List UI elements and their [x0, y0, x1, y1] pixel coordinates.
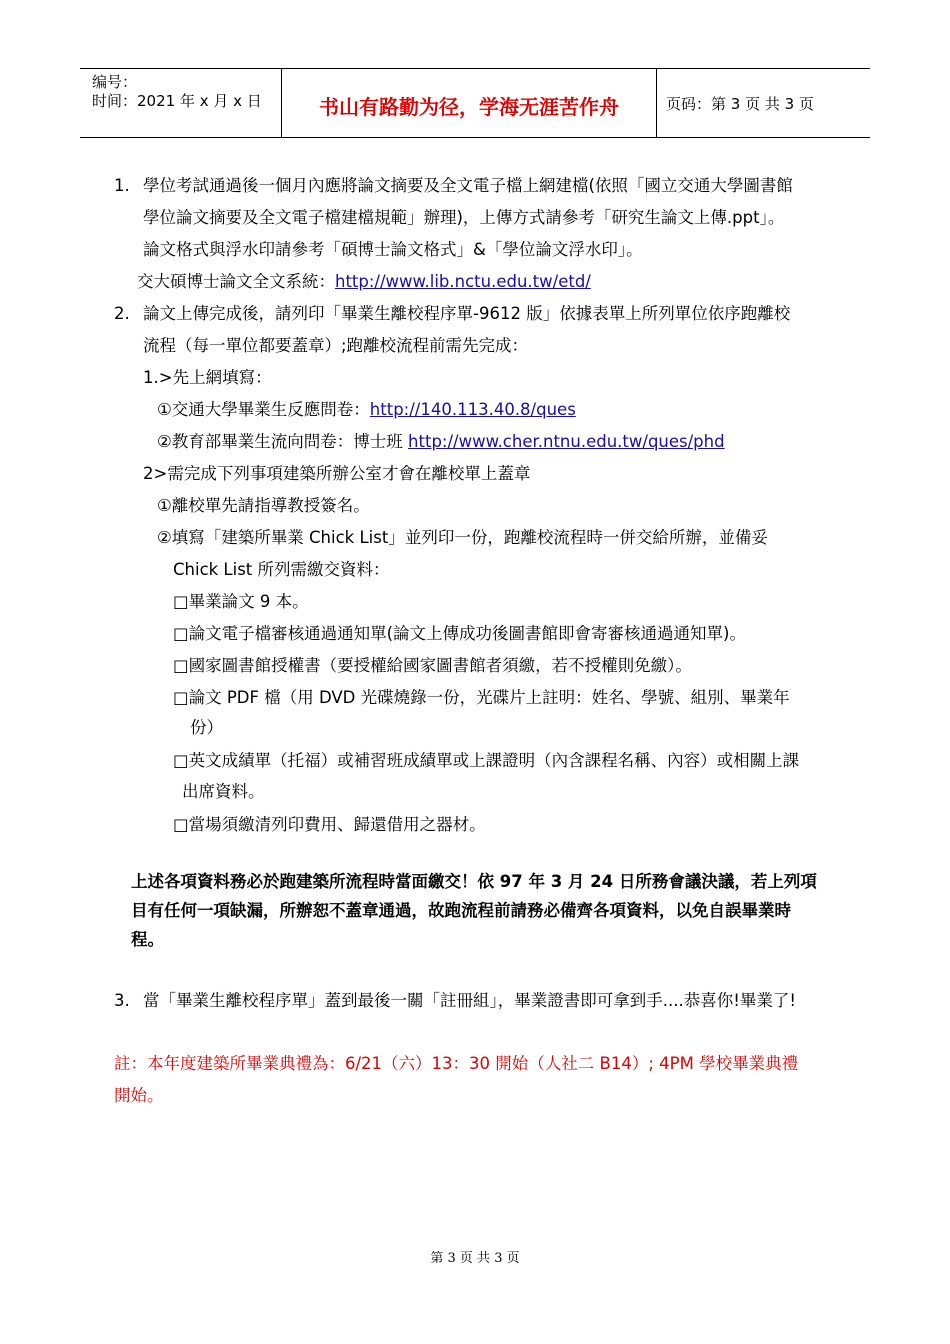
checklist-item: □當場須繳清列印費用、歸還借用之器材。 — [173, 815, 486, 834]
checklist-item-cont: 份） — [190, 718, 223, 737]
item-number: 3. — [114, 991, 130, 1010]
survey-label: ②教育部畢業生流向問卷：博士班 — [157, 432, 409, 451]
checklist-item: □論文電子檔審核通過通知單(論文上傳成功後圖書館即會寄審核通過通知單)。 — [173, 624, 746, 643]
item1-line: 論文格式與浮水印請參考「碩博士論文格式」&「學位論文浮水印」。 — [143, 240, 643, 259]
checklist-item: □畢業論文 9 本。 — [173, 592, 309, 611]
header-motto: 书山有路勤为径，学海无涯苦作舟 — [319, 95, 619, 119]
note-line: 註：本年度建築所畢業典禮為：6/21（六）13：30 開始（人社二 B14）; 4PM 學校畢業典禮 — [114, 1054, 799, 1073]
header-left — [92, 73, 262, 111]
checklist-item-cont: 出席資料。 — [182, 782, 265, 801]
warning-line: 目有任何一項缺漏，所辦恕不蓋章通過，故跑流程前請務必備齊各項資料，以免自誤畢業時 — [131, 901, 791, 920]
checklist-item: □國家圖書館授權書（要授權給國家圖書館者須繳，若不授權則免繳）。 — [173, 656, 692, 675]
survey-line — [157, 399, 576, 421]
survey-label: ①交通大學畢業生反應問卷： — [157, 400, 370, 419]
etd-system-link[interactable]: http://www.lib.nctu.edu.tw/etd/ — [335, 272, 591, 291]
warning-line: 程。 — [131, 930, 164, 949]
item3-line: 當「畢業生離校程序單」蓋到最後一關「註冊組」，畢業證書即可拿到手....恭喜你!畢業了! — [143, 991, 796, 1010]
note-line: 開始。 — [114, 1086, 164, 1105]
etd-system-label: 交大碩博士論文全文系統： — [137, 272, 335, 291]
header-page-label: 页码：第 3 页 共 3 页 — [666, 95, 814, 113]
step-line: ①離校單先請指導教授簽名。 — [157, 496, 370, 515]
warning-line: 上述各項資料務必於跑建築所流程時當面繳交！依 97 年 3 月 24 日所務會議決議，若上列項 — [131, 872, 817, 891]
item1-line: 學位考試通過後一個月內應將論文摘要及全文電子檔上網建檔(依照「國立交通大學圖書館 — [143, 176, 793, 195]
checklist-item: □論文 PDF 檔（用 DVD 光碟燒錄一份，光碟片上註明：姓名、學號、組別、畢業年 — [173, 688, 790, 707]
page-footer: 第 3 页 共 3 页 — [430, 1251, 520, 1266]
item1-line: 學位論文摘要及全文電子檔建檔規範」辦理)，上傳方式請參考「研究生論文上傳.ppt」。 — [143, 208, 785, 227]
item1-line — [137, 271, 591, 293]
item2-line: 論文上傳完成後，請列印「畢業生離校程序單-9612 版」依據表單上所列單位依序跑離校 — [143, 304, 791, 323]
step-line: ②填寫「建築所畢業 Chick List」並列印一份，跑離校流程時一併交給所辦，並備妥 — [157, 528, 768, 547]
step-heading: 1.>先上網填寫： — [143, 368, 272, 387]
number-label: 编号： — [92, 73, 138, 91]
checklist-item: □英文成績單（托福）或補習班成績單或上課證明（內含課程名稱、內容）或相關上課 — [173, 751, 800, 770]
survey-link[interactable]: http://140.113.40.8/ques — [369, 400, 576, 419]
time-label: 时间：2021 年 x 月 x 日 — [92, 92, 262, 110]
item-number: 1. — [114, 176, 130, 195]
item-number: 2. — [114, 304, 130, 323]
survey-line — [157, 431, 725, 453]
header-divider — [656, 69, 657, 137]
survey-link[interactable]: http://www.cher.ntnu.edu.tw/ques/phd — [408, 432, 725, 451]
page-header — [80, 68, 870, 138]
item2-line: 流程（每一單位都要蓋章）;跑離校流程前需先完成： — [143, 336, 529, 355]
step-heading: 2>需完成下列事項建築所辦公室才會在離校單上蓋章 — [143, 464, 531, 483]
step-line: Chick List 所列需繳交資料： — [173, 560, 390, 579]
